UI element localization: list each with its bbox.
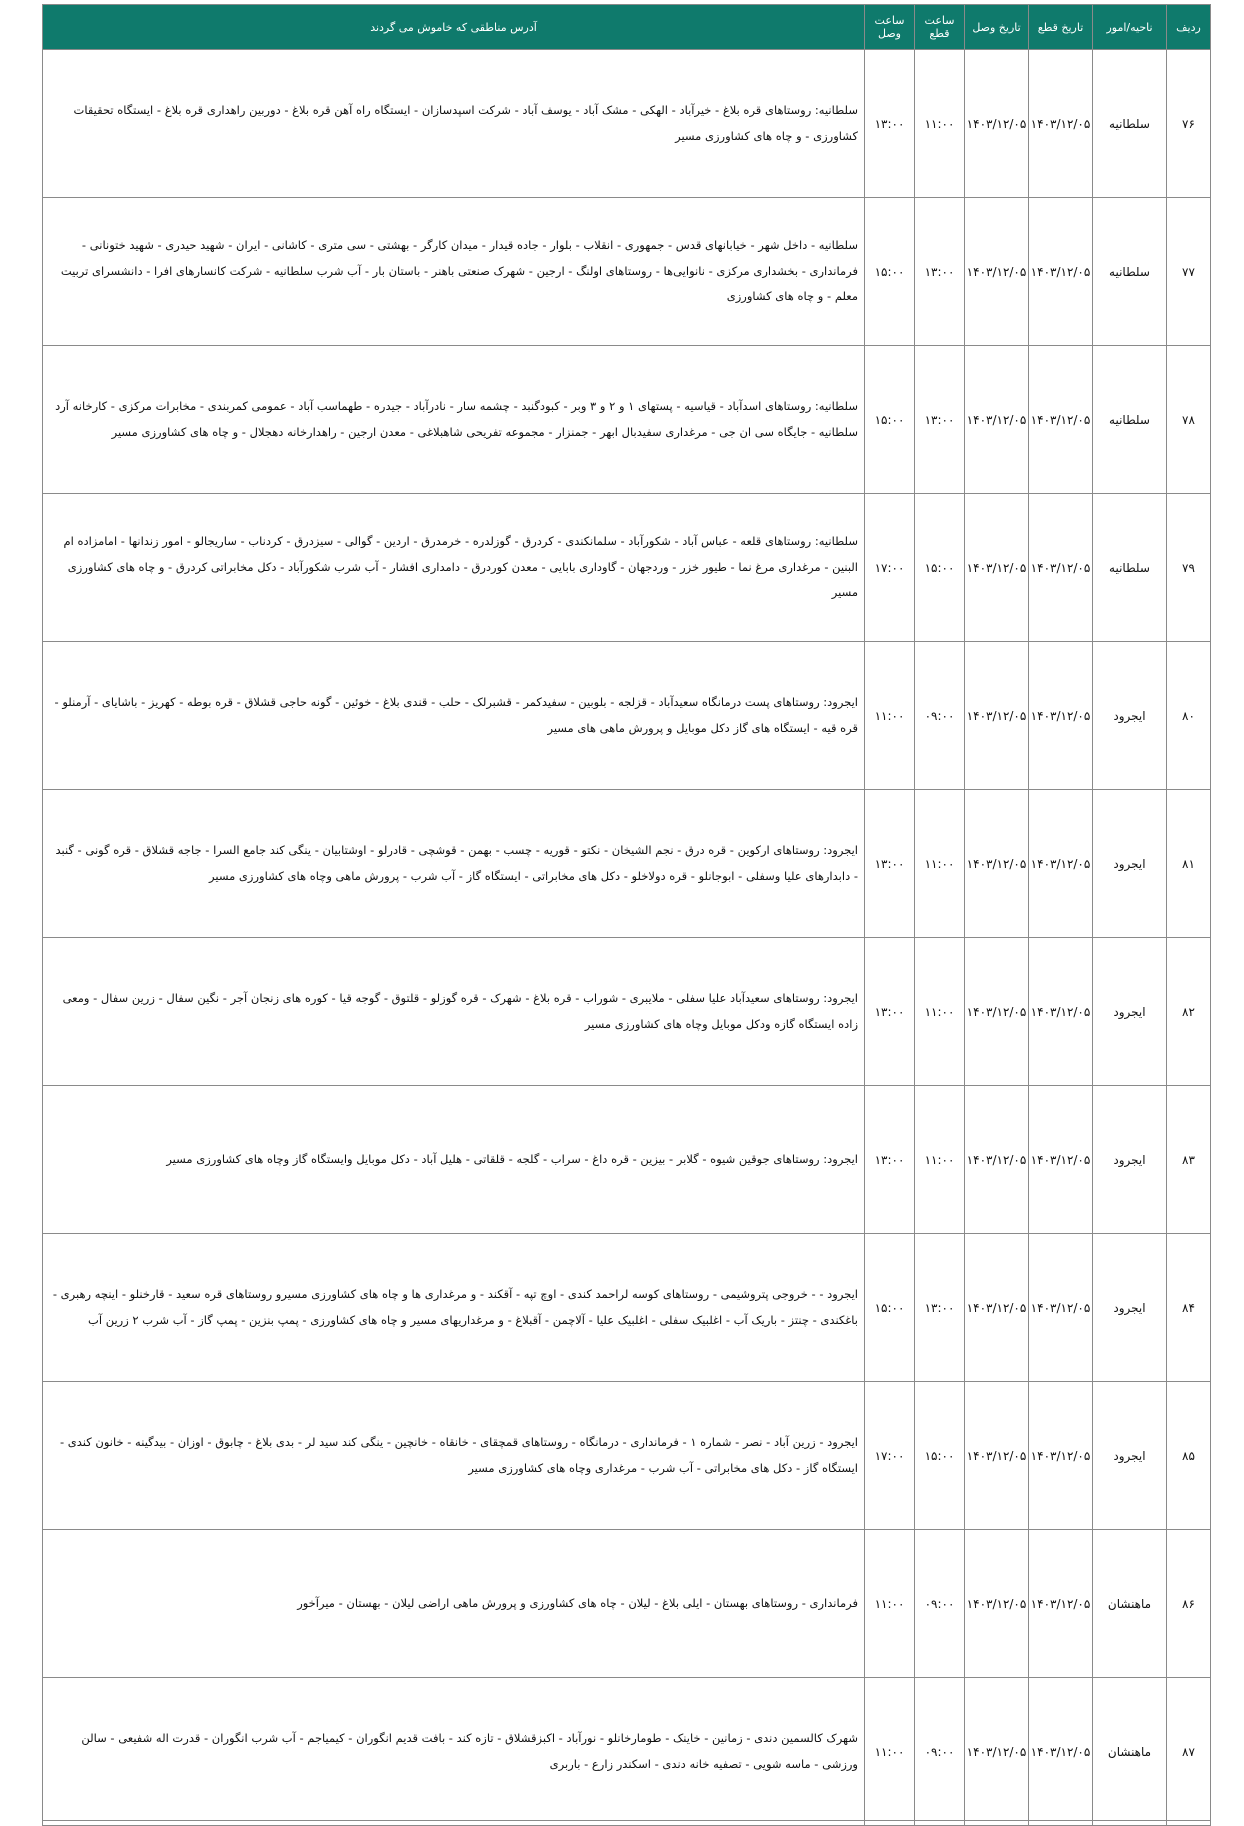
row-number: ۸۶: [1167, 1530, 1211, 1678]
table-row: [43, 50, 1211, 198]
connect-date-cell: ۱۴۰۳/۱۲/۰۵: [965, 1382, 1029, 1530]
district-cell: ماهنشان: [1093, 1530, 1167, 1678]
row-number: ۷۹: [1167, 494, 1211, 642]
row-number: ۸۰: [1167, 642, 1211, 790]
row-number: ۸۳: [1167, 1086, 1211, 1234]
cut-time-cell: ۱۱:۰۰: [915, 50, 965, 198]
address-cell: ایجرود: روستاهای جوقین شیوه - گلابر - بیزین - قره داغ - سراب - گلجه - قلقاتی - هلیل آباد - دکل موبایل وایستگاه گاز وچاه های کشاورزی مسیر: [43, 1086, 865, 1234]
header-address: آدرس مناطقی که خاموش می گردند: [43, 5, 865, 50]
table-row: [43, 642, 1211, 790]
connect-time-cell: ۱۱:۰۰: [865, 1530, 915, 1678]
connect-time-cell: ۱۱:۰۰: [865, 1678, 915, 1826]
table-row: [43, 198, 1211, 346]
row-number: ۸۲: [1167, 938, 1211, 1086]
cut-time-cell: ۱۵:۰۰: [915, 494, 965, 642]
cut-time-cell: ۱۳:۰۰: [915, 1234, 965, 1382]
cut-date-cell: ۱۴۰۳/۱۲/۰۵: [1029, 1086, 1093, 1234]
table-row: [43, 1382, 1211, 1530]
header-district: ناحیه/امور: [1093, 5, 1167, 50]
address-cell: ایجرود: روستاهای سعیدآباد علیا سفلی - ملایبری - شوراب - قره بلاغ - شهرک - قره گوزلو - قلتوق - گوجه قیا - کوره های زنجان آجر - نگین سفال - زرین سفال - ومعی زاده ایستگاه گازه ودکل موبایل وچاه های کشاورزی مسیر: [43, 938, 865, 1086]
table-row: [43, 1234, 1211, 1382]
connect-time-cell: ۱۳:۰۰: [865, 790, 915, 938]
table-row: [43, 346, 1211, 494]
connect-time-cell: ۱۵:۰۰: [865, 198, 915, 346]
table-bottom-border: [42, 1820, 1210, 1821]
table-row: [43, 1086, 1211, 1234]
cut-date-cell: ۱۴۰۳/۱۲/۰۵: [1029, 1530, 1093, 1678]
table-row: [43, 1530, 1211, 1678]
table-header: [43, 5, 1211, 50]
district-cell: ایجرود: [1093, 1234, 1167, 1382]
header-connect-time: ساعت وصل: [865, 5, 915, 50]
connect-time-cell: ۱۷:۰۰: [865, 494, 915, 642]
address-cell: شهرک کالسمین دندی - زمانین - خاینک - طومارخانلو - نورآباد - اکبزقشلاق - تازه کند - بافت قدیم انگوران - کیمیاجم - آب شرب انگوران - قدرت اله شفیعی - سالن ورزشی - ماسه شویی - تصفیه خانه دندی - اسکندر زارع - باربری: [43, 1678, 865, 1826]
table-row: [43, 938, 1211, 1086]
cut-date-cell: ۱۴۰۳/۱۲/۰۵: [1029, 494, 1093, 642]
cut-date-cell: ۱۴۰۳/۱۲/۰۵: [1029, 790, 1093, 938]
address-cell: فرمانداری - روستاهای بهستان - ایلی بلاغ - لیلان - چاه های کشاورزی و پرورش ماهی اراضی لیلان - بهستان - میرآخور: [43, 1530, 865, 1678]
connect-time-cell: ۱۷:۰۰: [865, 1382, 915, 1530]
district-cell: ایجرود: [1093, 938, 1167, 1086]
district-cell: سلطانیه: [1093, 346, 1167, 494]
address-cell: ایجرود: روستاهای پست درمانگاه سعیدآباد - قزلجه - بلوبین - سفیدکمر - قشبرلک - حلب - قندی بلاغ - خوئین - گونه حاجی قشلاق - قره بوطه - کهریز - باشایای - آرمنلو - قره قیه - ایستگاه های گاز دکل موبایل و پرورش ماهی های مسیر: [43, 642, 865, 790]
address-cell: سلطانیه: روستاهای قلعه - عباس آباد - شکورآباد - سلمانکندی - کردرق - گوزلدره - خرمدرق - اردین - گوالی - سیزدرق - کردناب - ساریجالو - امور زندانها - امامزاده ام البنین - مرغداری مرغ نما - طیور خزر - وردجهان - گاوداری بابایی - معدن کوردرق - دامداری افشار - آب شرب شکورآباد - دکل مخابراتی کردرق - و چاه های کشاورزی مسیر: [43, 494, 865, 642]
connect-date-cell: ۱۴۰۳/۱۲/۰۵: [965, 50, 1029, 198]
address-cell: سلطانیه: روستاهای قره بلاغ - خیرآباد - الهکی - مشک آباد - یوسف آباد - شرکت اسپدسازان - ایستگاه راه آهن قره بلاغ - دوربین راهداری قره بلاغ - ایستگاه تحقیقات کشاورزی - و چاه های کشاورزی مسیر: [43, 50, 865, 198]
cut-time-cell: ۱۱:۰۰: [915, 1086, 965, 1234]
connect-time-cell: ۱۳:۰۰: [865, 50, 915, 198]
row-number: ۸۱: [1167, 790, 1211, 938]
cut-time-cell: ۰۹:۰۰: [915, 642, 965, 790]
header-row-number: ردیف: [1167, 5, 1211, 50]
cut-time-cell: ۱۱:۰۰: [915, 790, 965, 938]
district-cell: ماهنشان: [1093, 1678, 1167, 1826]
address-cell: سلطانیه - داخل شهر - خیابانهای قدس - جمهوری - انقلاب - بلوار - جاده قیدار - میدان کارگر - بهشتی - سی متری - کاشانی - ایران - شهید حیدری - شهید ختونانی - فرمانداری - بخشداری مرکزی - نانوایی‌ها - روستاهای اولنگ - ارجین - شهرک صنعتی باهنر - باستان بار - آب شرب سلطانیه - شرکت کانسارهای افرا - دانشسرای تربیت معلم - و چاه های کشاورزی: [43, 198, 865, 346]
connect-date-cell: ۱۴۰۳/۱۲/۰۵: [965, 346, 1029, 494]
cut-date-cell: ۱۴۰۳/۱۲/۰۵: [1029, 1678, 1093, 1826]
connect-time-cell: ۱۱:۰۰: [865, 642, 915, 790]
district-cell: سلطانیه: [1093, 494, 1167, 642]
cut-date-cell: ۱۴۰۳/۱۲/۰۵: [1029, 938, 1093, 1086]
district-cell: سلطانیه: [1093, 198, 1167, 346]
connect-time-cell: ۱۳:۰۰: [865, 1086, 915, 1234]
row-number: ۸۵: [1167, 1382, 1211, 1530]
cut-date-cell: ۱۴۰۳/۱۲/۰۵: [1029, 198, 1093, 346]
district-cell: سلطانیه: [1093, 50, 1167, 198]
connect-date-cell: ۱۴۰۳/۱۲/۰۵: [965, 1678, 1029, 1826]
cut-time-cell: ۱۳:۰۰: [915, 346, 965, 494]
cut-time-cell: ۱۵:۰۰: [915, 1382, 965, 1530]
connect-date-cell: ۱۴۰۳/۱۲/۰۵: [965, 1086, 1029, 1234]
connect-date-cell: ۱۴۰۳/۱۲/۰۵: [965, 938, 1029, 1086]
connect-date-cell: ۱۴۰۳/۱۲/۰۵: [965, 642, 1029, 790]
cut-time-cell: ۰۹:۰۰: [915, 1530, 965, 1678]
address-cell: ایجرود - زرین آباد - نصر - شماره ۱ - فرمانداری - درمانگاه - روستاهای قمچقای - خانقاه - خانچین - ینگی کند سید لر - بدی بلاغ - چابوق - اوزان - بیدگینه - خانون کندی - ایستگاه گاز - دکل های مخابراتی - آب شرب - مرغداری وچاه های کشاورزی مسیر: [43, 1382, 865, 1530]
district-cell: ایجرود: [1093, 1086, 1167, 1234]
row-number: ۷۷: [1167, 198, 1211, 346]
connect-date-cell: ۱۴۰۳/۱۲/۰۵: [965, 1530, 1029, 1678]
cut-date-cell: ۱۴۰۳/۱۲/۰۵: [1029, 642, 1093, 790]
table-row: [43, 494, 1211, 642]
row-number: ۷۸: [1167, 346, 1211, 494]
cut-time-cell: ۰۹:۰۰: [915, 1678, 965, 1826]
row-number: ۸۷: [1167, 1678, 1211, 1826]
header-connect-date: تاریخ وصل: [965, 5, 1029, 50]
table-row: [43, 1678, 1211, 1826]
cut-date-cell: ۱۴۰۳/۱۲/۰۵: [1029, 1382, 1093, 1530]
table-row: [43, 790, 1211, 938]
connect-date-cell: ۱۴۰۳/۱۲/۰۵: [965, 198, 1029, 346]
connect-time-cell: ۱۳:۰۰: [865, 938, 915, 1086]
outage-schedule: [42, 4, 1210, 1826]
row-number: ۷۶: [1167, 50, 1211, 198]
connect-date-cell: ۱۴۰۳/۱۲/۰۵: [965, 790, 1029, 938]
address-cell: ایجرود - - خروجی پتروشیمی - روستاهای کوسه لراحمد کندی - اوچ تپه - آقکند - و مرغداری ها و چاه های کشاورزی مسیرو روستاهای قره سعید - قارخنلو - اینچه رهبری - باغکندی - چنتز - باریک آب - اغلبیک سفلی - اغلبیک علیا - آلاچمن - آقبلاغ - و مرغداریهای مسیر و چاه های کشاورزی - پمپ بنزین - پمپ گاز - آب شرب ۲ زرین آب: [43, 1234, 865, 1382]
connect-time-cell: ۱۵:۰۰: [865, 346, 915, 494]
connect-date-cell: ۱۴۰۳/۱۲/۰۵: [965, 494, 1029, 642]
cut-date-cell: ۱۴۰۳/۱۲/۰۵: [1029, 50, 1093, 198]
district-cell: ایجرود: [1093, 642, 1167, 790]
connect-time-cell: ۱۵:۰۰: [865, 1234, 915, 1382]
header-cut-date: تاریخ قطع: [1029, 5, 1093, 50]
cut-date-cell: ۱۴۰۳/۱۲/۰۵: [1029, 1234, 1093, 1382]
cut-time-cell: ۱۱:۰۰: [915, 938, 965, 1086]
header-cut-time: ساعت قطع: [915, 5, 965, 50]
connect-date-cell: ۱۴۰۳/۱۲/۰۵: [965, 1234, 1029, 1382]
address-cell: سلطانیه: روستاهای اسدآباد - قیاسیه - پستهای ۱ و ۲ و ۳ وبر - کبودگنبد - چشمه سار - نادرآباد - جیدره - طهماسب آباد - عمومی کمربندی - مخابرات مرکزی - کارخانه آرد سلطانیه - جایگاه سی ان جی - مرغداری سفیدبال ابهر - جمنزار - مجموعه تفریحی شاهبلاغی - معدن ارجین - راهدارخانه دهجلال - و چاه های کشاورزی مسیر: [43, 346, 865, 494]
outage-table: [42, 4, 1211, 1826]
row-number: ۸۴: [1167, 1234, 1211, 1382]
cut-time-cell: ۱۳:۰۰: [915, 198, 965, 346]
district-cell: ایجرود: [1093, 1382, 1167, 1530]
address-cell: ایجرود: روستاهای ارکوین - قره درق - نجم الشیخان - نکتو - قوریه - چسب - بهمن - قوشچی - قادرلو - اوشتابیان - ینگی کند جامع السرا - جاجه قشلاق - قره گونی - گنبد - دابدارهای علیا وسفلی - ابوجانلو - قره دولاخلو - دکل های مخابراتی - ایستگاه گاز - آب شرب - پرورش ماهی وچاه های کشاورزی مسیر: [43, 790, 865, 938]
district-cell: ایجرود: [1093, 790, 1167, 938]
cut-date-cell: ۱۴۰۳/۱۲/۰۵: [1029, 346, 1093, 494]
